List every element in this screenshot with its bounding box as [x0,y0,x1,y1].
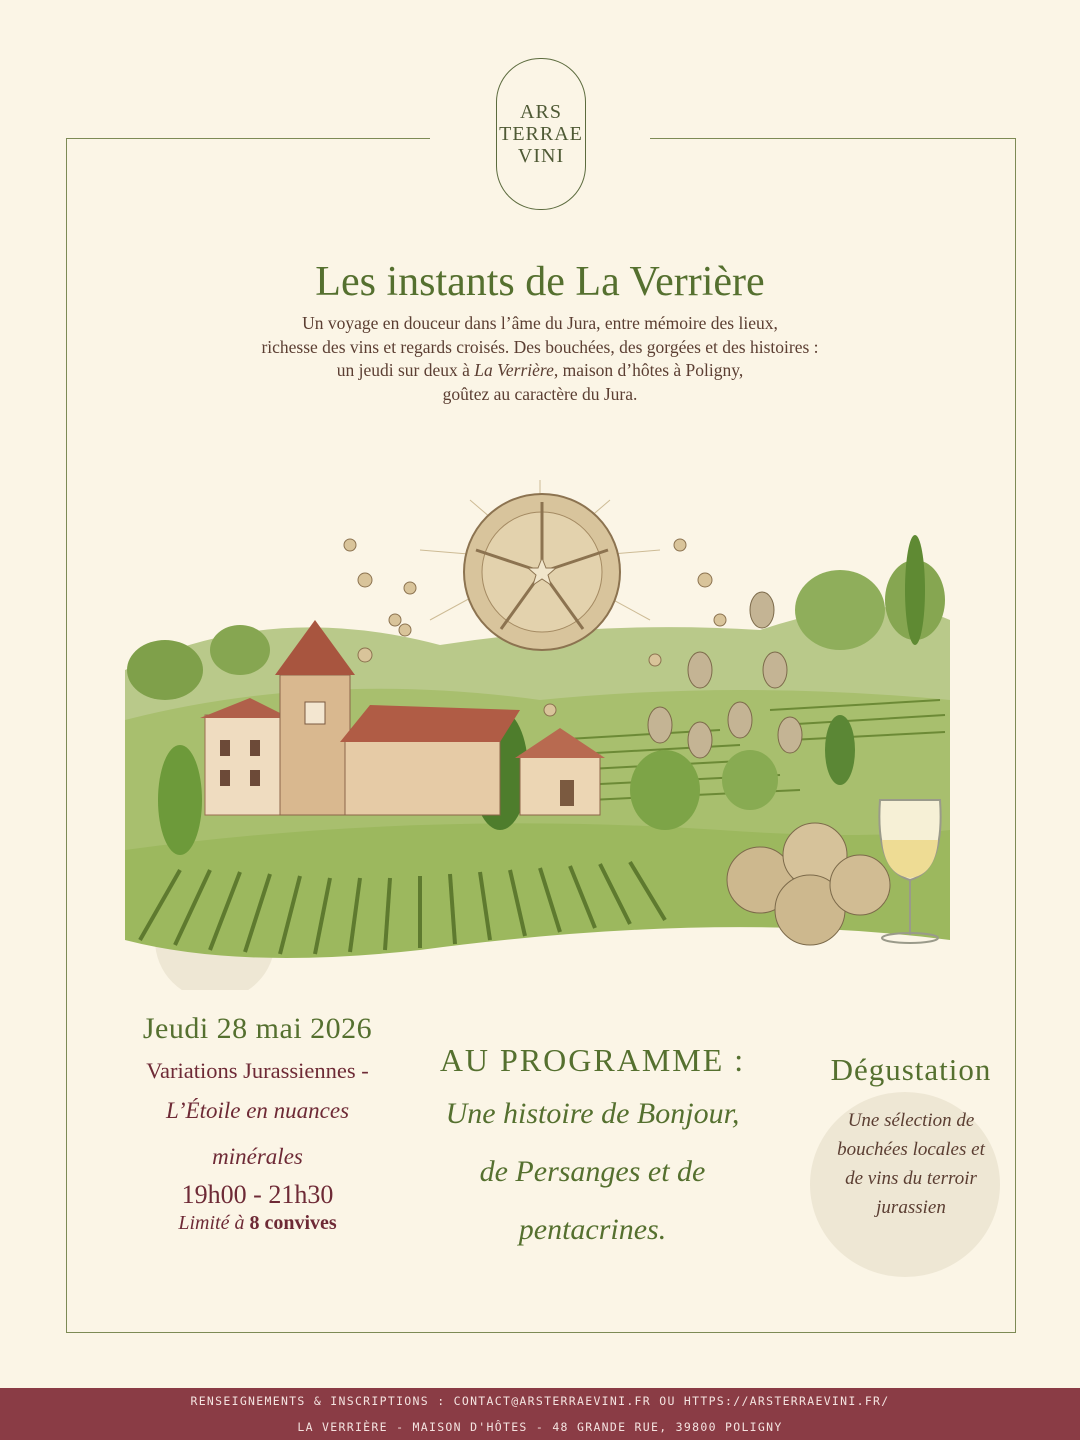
degustation-section [808,1052,1014,1222]
event-title: Variations Jurassiennes - [146,1058,369,1083]
programme-section [405,1042,780,1259]
event-details [70,1012,445,1235]
degustation-text: Une sélection de bouchées locales et de vins du terroir jurassien [837,1110,985,1218]
logo-line-3: VINI [517,145,565,167]
page-title: Les instants de La Verrière [315,259,765,305]
footer-bar [0,1388,1080,1440]
footer-contact[interactable]: RENSEIGNEMENTS & INSCRIPTIONS : CONTACT@ARSTERRAEVINI.FR OU HTTPS://ARSTERRAEVINI.FR/ [190,1394,890,1408]
intro-text [140,312,940,406]
logo-badge [496,58,586,210]
event-date: Jeudi 28 mai 2026 [142,1012,373,1045]
logo-line-1: ARS [520,101,562,123]
pentacrine-fossil [464,494,620,650]
programme-heading: AU PROGRAMME : [439,1042,746,1078]
programme-text: Une histoire de Bonjour, de Persanges et de pentacrines. [445,1097,740,1246]
vineyard-illustration [120,470,960,990]
event-subtitle: L’Étoile en nuances minérales [165,1098,350,1169]
event-limit: Limité à 8 convives [178,1212,337,1234]
logo-line-2: TERRAE [499,123,583,145]
event-time: 19h00 - 21h30 [181,1180,334,1209]
degustation-heading: Dégustation [830,1052,992,1087]
intro-line-3: un jeudi sur deux à La Verrière, maison d’hôtes à Poligny, [336,360,744,380]
intro-line-2: richesse des vins et regards croisés. Des bouchées, des gorgées et des histoires : [261,336,819,357]
intro-line-1: Un voyage en douceur dans l’âme du Jura, entre mémoire des lieux, [302,313,778,333]
intro-line-4: goûtez au caractère du Jura. [442,383,638,404]
footer-address: LA VERRIÈRE - MAISON D'HÔTES - 48 GRANDE RUE, 39800 POLIGNY [297,1420,783,1434]
